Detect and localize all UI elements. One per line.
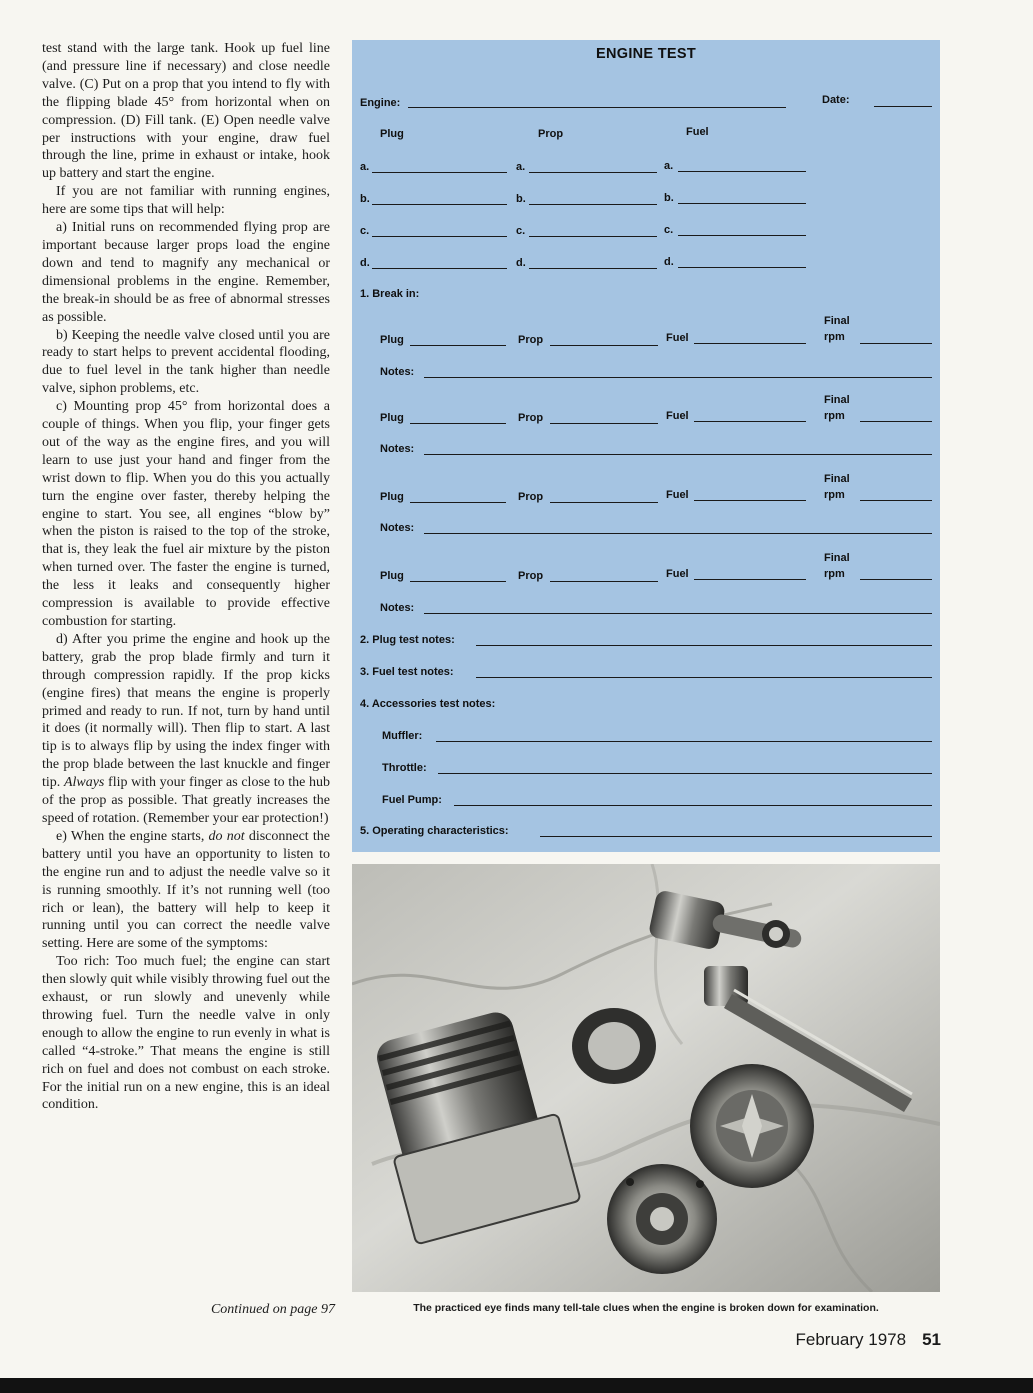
muffler-label: Muffler: [382,730,423,742]
break-in-fuel-field[interactable] [694,500,806,501]
prop-label: Prop [518,334,544,346]
fuel-field-a[interactable] [678,171,806,172]
row-letter-a: a. [516,161,526,173]
row-letter-b: b. [360,193,370,205]
engine-parts-photo [352,864,940,1292]
article-paragraph: If you are not familiar with running engines, here are some tips that will help: [42,184,330,218]
fuel-test-field[interactable] [476,677,932,678]
break-in-plug-field[interactable] [410,581,506,582]
notes-label: Notes: [380,443,415,455]
fuel-field-b[interactable] [678,203,806,204]
article-paragraph [42,828,330,953]
break-in-label: 1. Break in: [360,288,420,300]
break-in-plug-field[interactable] [410,423,506,424]
fuel-field-c[interactable] [678,235,806,236]
article-paragraph: c) Mounting prop 45° from horizontal does a couple of things. When you flip, your finger gets out of the way as the engine fires, and you will learn to use just your hand and finger from the wrist down to flip. When you do this you actually turn the engine over faster, thereby helping the engine to start. You see, all engines “blow by” when the piston is raised to the top of the stroke, that is, they leak the fuel air mixture by the piston when turned over. The faster the engine is turned, the less it leaks and consequently higher compression is available to provide effective combustion for starting. [42,399,330,629]
paragraph-text: d) After you prime the engine and hook up the battery, grab the prop blade firmly and turn it through compression rapidly. If the prop kicks (engine fires) that means the engine is properly primed and ready to run. If not, turn by hand until it does (it normally will). Then flip to start. A last tip is to always flip by using the index finger with the prop blade between the last knuckle and finger tip. [42,631,330,791]
engine-field[interactable] [408,107,786,108]
row-letter-d: d. [360,257,370,269]
break-in-prop-field[interactable] [550,345,658,346]
form-title: ENGINE TEST [596,46,696,62]
plug-field-b[interactable] [372,204,507,205]
notes-field[interactable] [424,533,932,534]
plug-column-header: Plug [380,128,404,140]
break-in-prop-field[interactable] [550,502,658,503]
prop-field-b[interactable] [529,204,657,205]
plug-label: Plug [380,412,404,424]
operating-label: 5. Operating characteristics: [360,825,509,837]
emphasis-always: Always [63,775,105,791]
final-label: Final [824,473,850,485]
fuel-pump-label: Fuel Pump: [382,794,442,806]
engine-test-form [352,40,940,852]
page-number: 51 [922,1330,941,1349]
article-paragraph [42,631,330,828]
final-rpm-field[interactable] [860,500,932,501]
plug-label: Plug [380,570,404,582]
article-column [42,40,330,1114]
prop-field-d[interactable] [529,268,657,269]
fuel-column-header: Fuel [686,126,709,138]
row-letter-b: b. [516,193,526,205]
fuel-field-d[interactable] [678,267,806,268]
prop-column-header: Prop [538,128,564,140]
issue-date: February 1978 [795,1330,907,1349]
engine-label: Engine: [360,97,401,109]
notes-field[interactable] [424,377,932,378]
row-letter-c: c. [516,225,526,237]
scan-edge [0,1378,1033,1393]
final-label: Final [824,394,850,406]
backplate-part [690,1064,814,1188]
photo-caption: The practiced eye finds many tell-tale clues when the engine is broken down for examination. [413,1302,879,1314]
fuel-label: Fuel [666,332,689,344]
final-rpm-field[interactable] [860,579,932,580]
prop-field-a[interactable] [529,172,657,173]
row-letter-d: d. [664,256,674,268]
fuel-label: Fuel [666,410,689,422]
fuel-test-label: 3. Fuel test notes: [360,666,454,678]
date-label: Date: [822,94,850,106]
bearing-part [572,1008,656,1084]
row-letter-a: a. [664,160,674,172]
continued-note: Continued on page 97 [210,1302,335,1317]
rpm-label: rpm [824,410,845,422]
plug-label: Plug [380,491,404,503]
paragraph-text: e) When the engine starts, [56,828,205,844]
prop-label: Prop [518,491,544,503]
break-in-prop-field[interactable] [550,581,658,582]
row-letter-b: b. [664,192,674,204]
article-paragraph: b) Keeping the needle valve closed until you are ready to start helps to prevent accidental flooding, due to fuel level in the tank higher than needle valve, siphon problems, etc. [42,327,330,397]
final-rpm-field[interactable] [860,421,932,422]
row-letter-a: a. [360,161,370,173]
muffler-field[interactable] [436,741,932,742]
plug-label: Plug [380,334,404,346]
throttle-field[interactable] [438,773,932,774]
break-in-fuel-field[interactable] [694,421,806,422]
article-paragraph: Too rich: Too much fuel; the engine can start then slowly quit while visibly throwing fuel out the exhaust, or run slowly and unevenly while throwing fuel. Turn the needle valve in only enough to allow the engine to run evenly in what is called “4-stroke.” That means the engine is still rich on fuel and does not combust on each stroke. For the initial run on a new engine, this is an ideal condition. [42,954,330,1113]
crankcase-cover-part [607,1164,717,1274]
break-in-prop-field[interactable] [550,423,658,424]
plug-test-label: 2. Plug test notes: [360,634,455,646]
fuel-label: Fuel [666,489,689,501]
plug-test-field[interactable] [476,645,932,646]
notes-label: Notes: [380,522,415,534]
fuel-pump-field[interactable] [454,805,932,806]
accessories-label: 4. Accessories test notes: [360,698,496,710]
article-paragraph: test stand with the large tank. Hook up fuel line (and pressure line if necessary) and close needle valve. (C) Put on a prop that you intend to fly with the flipping blade 45° from horizontal when on compression. (D) Fill tank. (E) Open needle valve per instructions with your engine, draw fuel through the line, prime in exhaust or intake, hook up battery and start the engine. [42,41,330,182]
final-rpm-field[interactable] [860,343,932,344]
notes-label: Notes: [380,602,415,614]
operating-field[interactable] [540,836,932,837]
final-label: Final [824,315,850,327]
break-in-plug-field[interactable] [410,502,506,503]
notes-field[interactable] [424,454,932,455]
date-field[interactable] [874,106,932,107]
paragraph-text: flip with your finger as close to the hub of the prop as possible. That greatly increases the speed of rotation. (Remember your ear protection!) [42,775,331,826]
notes-field[interactable] [424,613,932,614]
notes-label: Notes: [380,366,415,378]
break-in-fuel-field[interactable] [694,343,806,344]
prop-field-c[interactable] [529,236,657,237]
rpm-label: rpm [824,568,845,580]
plug-field-a[interactable] [372,172,507,173]
plug-field-c[interactable] [372,236,507,237]
throttle-label: Throttle: [382,762,427,774]
break-in-plug-field[interactable] [410,345,506,346]
emphasis-do-not: do not [208,828,245,844]
fuel-label: Fuel [666,568,689,580]
row-letter-d: d. [516,257,526,269]
page-footer [796,1330,942,1350]
prop-label: Prop [518,570,544,582]
paragraph-text: disconnect the battery until you have an opportunity to listen to the engine run and to adjust the needle valve so it is running smoothly. If it’s not running well (too rich or lean), the battery will help to keep it running until you can correct the needle valve setting. Here are some of the symptoms: [42,828,330,952]
plug-field-d[interactable] [372,268,507,269]
break-in-fuel-field[interactable] [694,579,806,580]
article-paragraph: a) Initial runs on recommended flying prop are important because larger props load the engine down and tend to magnify any mechanical or dimensional problems in the engine. Remember, the break-in should be as free of abnormal stresses as possible. [42,220,330,325]
rpm-label: rpm [824,489,845,501]
row-letter-c: c. [664,224,674,236]
final-label: Final [824,552,850,564]
prop-label: Prop [518,412,544,424]
rpm-label: rpm [824,331,845,343]
row-letter-c: c. [360,225,370,237]
